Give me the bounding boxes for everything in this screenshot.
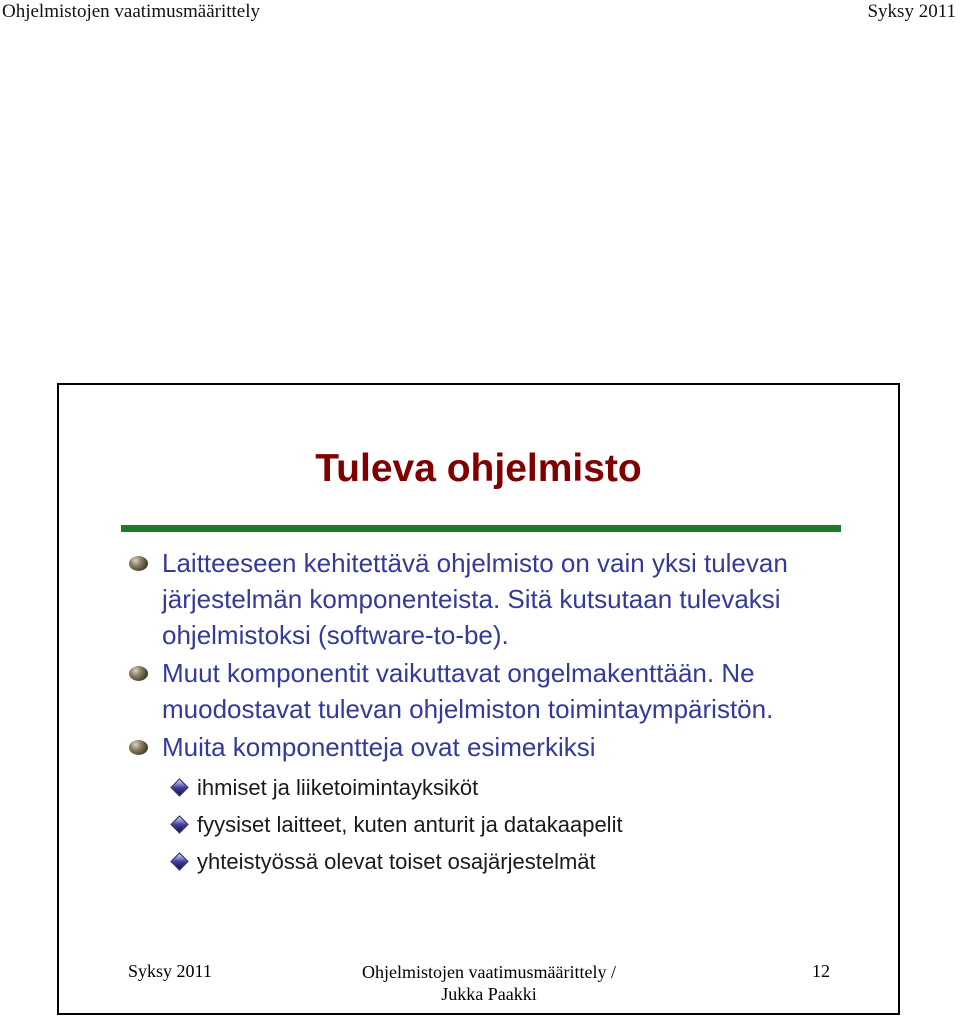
- footer-course: [349, 961, 629, 1005]
- sub-bullet-item: [169, 806, 849, 843]
- page-header: [0, 0, 960, 26]
- title-divider: [121, 525, 841, 532]
- sub-bullet-text: fyysiset laitteet, kuten anturit ja datakaapelit: [197, 812, 623, 837]
- footer-course-title: Ohjelmistojen vaatimusmäärittely /: [362, 962, 616, 982]
- bullet-text: Muut komponentit vaikuttavat ongelmakenttään. Ne muodostavat tulevan ohjelmiston toimintaympäristön.: [162, 658, 774, 724]
- footer-author: Jukka Paakki: [441, 984, 537, 1004]
- bullet-item: [129, 729, 849, 765]
- footer-term: Syksy 2011: [128, 961, 212, 981]
- ball-bullet-icon: [129, 740, 148, 755]
- bullet-text: Laitteeseen kehitettävä ohjelmisto on vain yksi tulevan järjestelmän komponenteista. Sitä kutsutaan tulevaksi ohjelmistoksi (software-to-be).: [162, 548, 788, 650]
- sub-bullet-text: yhteistyössä olevat toiset osajärjestelmät: [197, 849, 596, 874]
- bullet-item: [129, 655, 849, 727]
- diamond-bullet-icon: [170, 778, 188, 796]
- bullet-item: [129, 545, 849, 653]
- sub-bullet-item: [169, 843, 849, 880]
- slide-footer: [59, 953, 898, 1013]
- ball-bullet-icon: [129, 666, 148, 681]
- sub-bullet-item: [169, 769, 849, 806]
- page-number: 12: [812, 961, 830, 981]
- bullet-text: Muita komponentteja ovat esimerkiksi: [162, 732, 596, 762]
- diamond-bullet-icon: [170, 852, 188, 870]
- header-term: Syksy 2011: [867, 1, 956, 22]
- slide-title: Tuleva ohjelmisto: [315, 447, 642, 490]
- sub-bullet-text: ihmiset ja liiketoimintayksiköt: [197, 775, 479, 800]
- bullet-list: [129, 545, 849, 880]
- ball-bullet-icon: [129, 556, 148, 571]
- header-course-title: Ohjelmistojen vaatimusmäärittely: [2, 1, 261, 22]
- diamond-bullet-icon: [170, 815, 188, 833]
- sub-bullet-list: [129, 769, 849, 880]
- slide: [57, 383, 900, 1015]
